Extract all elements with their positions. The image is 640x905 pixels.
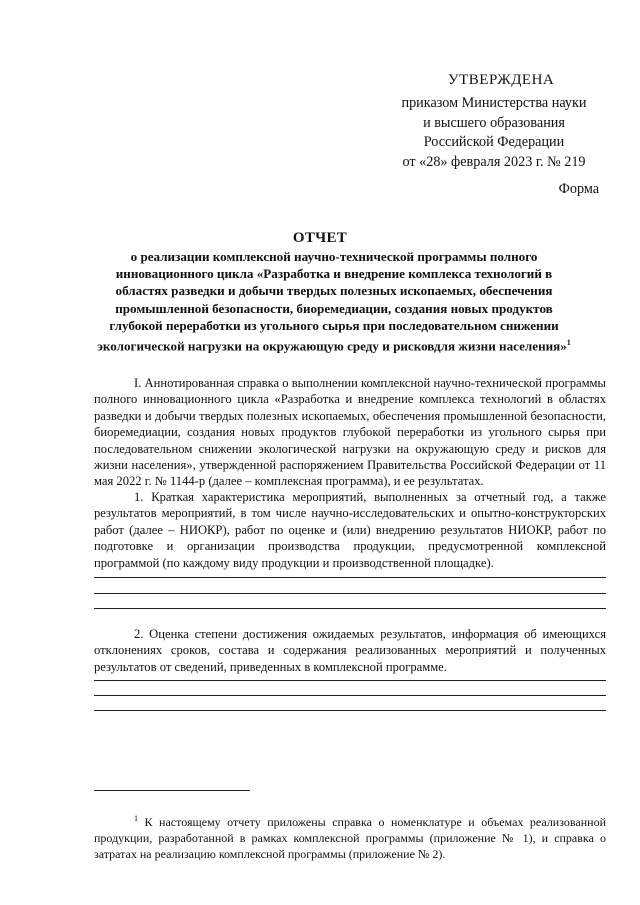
report-title: ОТЧЕТ	[292, 230, 348, 246]
subtitle-text: о реализации комплексной научно-технической программы полного инновационного цикла «Разработка и внедрение комплекса технологий в областях разведки и добычи твердых полезных ископаемых, обеспечения промышленной безопасности, биоремедиации, создания новых продуктов глубокой переработки из угольного сырья при последовательном снижении экологической нагрузки на окружающую среду и рисковдля жизни населения»	[97, 249, 567, 354]
intro-paragraph	[94, 375, 606, 490]
footnote	[94, 811, 606, 862]
approval-line: от «28» февраля 2023 г. № 219	[402, 153, 586, 170]
intro-text: I. Аннотированная справка о выполнении комплексной научно-технической программы полного инновационного цикла «Разработка и внедрение комплекса технологий в областях разведки и добычи твердых полезных ископаемых, обеспечения промышленной безопасности, биоремедиации, создания новых продуктов глубокой переработки из угольного сырья при последовательном снижении экологической нагрузки на окружающую среду и рисков для жизни населения», утвержденной распоряжением Правительства Российской Федерации от 11 мая 2022 г. № 1144-р (далее – комплексная программа), и ее результатах.	[94, 376, 606, 489]
form-label: Форма	[558, 181, 599, 197]
approval-line: Российской Федерации	[423, 134, 565, 150]
section-1-paragraph: 1. Краткая характеристика мероприятий, выполненных за отчетный год, а также результатов мероприятий, в том числе научно-исследовательских и опытно-конструкторских работ (далее – НИОКР), работ по оценке и (или) внедрению результатов НИОКР, работ по подготовке и организации производства продукции, предусмотренной комплексной программой (по каждому виду продукции и производственной площадке).	[94, 490, 606, 570]
fill-in-line[interactable]	[94, 695, 606, 696]
approval-stamp-title: УТВЕРЖДЕНА	[448, 72, 555, 88]
approval-line: и высшего образования	[423, 114, 565, 131]
footnote-separator	[94, 790, 250, 791]
fill-in-line[interactable]	[94, 608, 606, 609]
section-2-paragraph: 2. Оценка степени достижения ожидаемых результатов, информация об имеющихся отклонениях сроков, состава и содержания реализованных мероприятий и полученных результатов от сведений, приведенных в комплексной программе.	[94, 627, 606, 674]
fill-in-line[interactable]	[94, 593, 606, 594]
footnote-reference: 1	[566, 338, 571, 348]
fill-in-line[interactable]	[94, 577, 606, 578]
fill-in-line[interactable]	[94, 710, 606, 711]
footnote-mark: 1	[134, 814, 138, 823]
report-subtitle	[92, 248, 576, 355]
approval-line: приказом Министерства науки	[401, 95, 587, 111]
approval-order-block	[380, 94, 608, 172]
fill-in-line[interactable]	[94, 680, 606, 681]
footnote-text: К настоящему отчету приложены справка о номенклатуре и объемах реализованной продукции, разработанной в рамках комплексной программы (приложение № 1), и справка о затратах на реализацию комплексной программы (приложение № 2).	[94, 815, 607, 861]
